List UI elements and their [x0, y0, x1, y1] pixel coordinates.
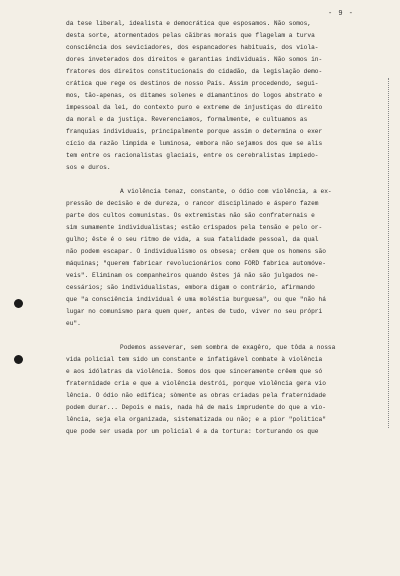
text-line: da tese liberal, idealista e democrática que esposamos. Não somos,	[66, 20, 312, 27]
text-line: franquias individuais, principalmente porque assim o determina o exer	[66, 128, 323, 135]
text-line: gulho; êste é o seu ritmo de vida, a sua fatalidade pessoal, da qual	[66, 236, 319, 243]
text-line: parte dos cultos comunistas. Os extremistas não são confraternais e	[66, 212, 315, 219]
text-line: A violência tenaz, constante, o ódio com violência, a ex-	[120, 188, 332, 195]
text-line: não podem escapar. O individualismo os obsesa; crêem que os homens são	[66, 248, 326, 255]
text-line: consciência dos seviciadores, dos espancadores habituais, dos viola-	[66, 44, 319, 51]
text-line: impessoal da lei, do contexto puro e extreme de injustiças do direito	[66, 104, 323, 111]
text-line: mos, tão-apenas, os ditames solenes e diamantinos do logos abstrato e	[66, 92, 323, 99]
text-line: tem entre os racionalistas glaciais, entre os cerebralistas impiedo-	[66, 152, 319, 159]
paragraph-1	[66, 18, 392, 174]
text-line: pressão de decisão e de dureza, o rancor disciplinado e áspero fazem	[66, 200, 319, 207]
body-text	[66, 18, 392, 438]
text-line: crática que rege os destinos de nosso País. Assim procedendo, segui-	[66, 80, 319, 87]
text-line: cício da razão límpida e luminosa, embora não sejamos dos que se alis	[66, 140, 323, 147]
text-line: Podemos asseverar, sem sombra de exagêro, que tôda a nossa	[120, 344, 336, 351]
paragraph-2	[66, 186, 392, 330]
page-number: - 9 -	[327, 10, 354, 18]
punch-hole-bottom	[14, 355, 23, 364]
text-line: sos e duros.	[66, 164, 111, 171]
text-line: e aos idólatras da violência. Somos dos que sinceramente crêem que só	[66, 368, 323, 375]
text-line: lugar no comunismo para quem quer, antes de tudo, viver no seu própri	[66, 308, 323, 315]
text-line: desta sorte, atormentados pelas cãibras morais que flagelam a turva	[66, 32, 315, 39]
text-line: que "a consciência individual é uma moléstia burguesa", ou que "não há	[66, 296, 326, 303]
text-line: podem durar... Depois e mais, nada há de mais imprudente do que a vio-	[66, 404, 326, 411]
text-line: da moral e da justiça. Reverenciamos, formalmente, e cultuamos as	[66, 116, 308, 123]
text-line: veis". Eliminam os companheiros quando êstes já não são julgados ne-	[66, 272, 319, 279]
text-line: vida policial tem sido um constante e infatigável combate à violência	[66, 356, 323, 363]
text-line: fraternidade cria e que a violência destrói, porque violência gera vio	[66, 380, 326, 387]
text-line: eu".	[66, 320, 81, 327]
text-line: cessários; são individualistas, embora digam o contrário, afirmando	[66, 284, 315, 291]
text-line: dores inveterados dos direitos e garantias individuais. Não somos in-	[66, 56, 323, 63]
text-line: lência, seja ela organizada, sistematizada ou não; e a pior "politica"	[66, 416, 326, 423]
text-line: fratores dos direitos constitucionais do cidadão, da legislação demo-	[66, 68, 323, 75]
text-line: que pode ser usada por um policial é a da tortura: torturando os que	[66, 428, 319, 435]
text-line: máquinas; "querem fabricar revolucionários como FORD fabrica automóve-	[66, 260, 326, 267]
paragraph-3	[66, 342, 392, 438]
text-line: sim sumamente individualistas; estão crispados pela tensão e pelo or-	[66, 224, 323, 231]
punch-hole-top	[14, 299, 23, 308]
text-line: lência. O ódio não edifica; sòmente as obras criadas pela fraternidade	[66, 392, 326, 399]
